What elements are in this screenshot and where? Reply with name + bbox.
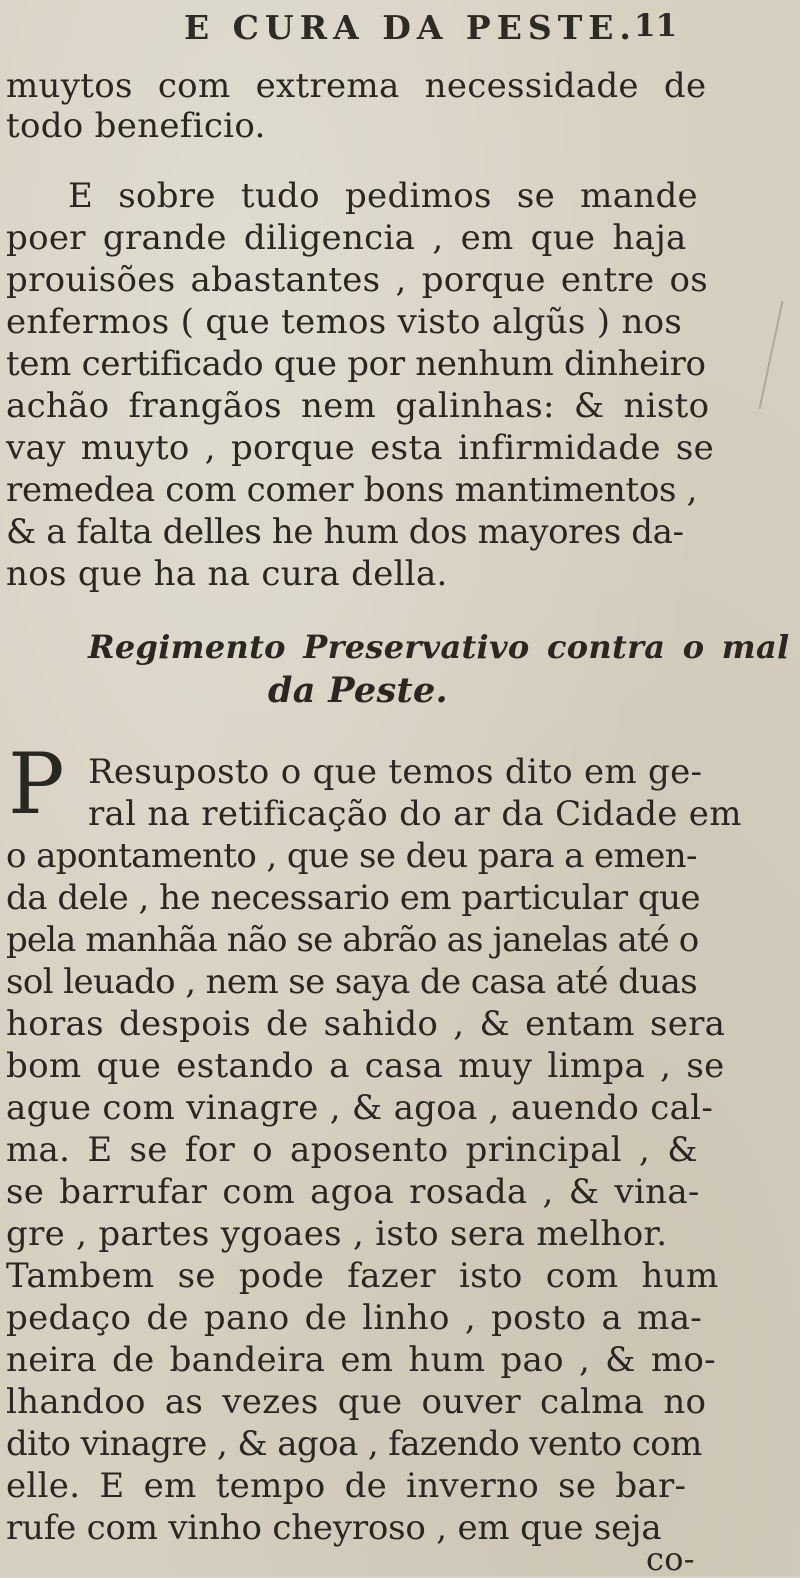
section-heading: Regimento Preservativo contra o mal — [88, 628, 790, 666]
text-line: o apontamento , que se deu para a emen- — [6, 836, 697, 876]
text-line: bom que estando a casa muy limpa , se — [6, 1046, 725, 1086]
text-line: E sobre tudo pedimos se mande — [68, 176, 698, 216]
text-line: achão frangãos nem galinhas: & nisto — [6, 386, 710, 426]
text-line: muytos com extrema necessidade de — [6, 66, 707, 106]
text-line: enfermos ( que temos visto algũs ) nos — [6, 302, 683, 342]
running-title: E CURA DA PESTE. — [184, 8, 637, 47]
text-line: da dele , he necessario em particular que — [6, 878, 701, 918]
text-line: remedea com comer bons mantimentos , — [6, 470, 698, 510]
page-number: 11 — [634, 8, 678, 44]
text-line: prouisões abastantes , porque entre os — [6, 260, 709, 300]
text-line: vay muyto , porque esta infirmidade se — [6, 428, 715, 468]
text-line: pedaço de pano de linho , posto a ma- — [6, 1298, 703, 1338]
text-line: tem certificado que por nenhum dinheiro — [6, 344, 706, 384]
text-line: todo beneficio. — [6, 106, 266, 146]
text-line: & a falta delles he hum dos mayores da- — [6, 512, 684, 552]
text-line: pela manhãa não se abrão as janelas até o — [6, 920, 699, 960]
section-heading-line2: da Peste. — [268, 670, 449, 711]
drop-cap: P — [8, 735, 65, 833]
text-line: Resuposto o que temos dito em ge- — [88, 752, 703, 792]
text-line: poer grande diligencia , em que haja — [6, 218, 687, 258]
running-header — [0, 8, 800, 54]
text-line: neira de bandeira em hum pao , & mo- — [6, 1340, 716, 1380]
text-line: gre , partes ygoaes , isto sera melhor. — [6, 1214, 668, 1254]
text-line: dito vinagre , & agoa , fazendo vento com — [6, 1424, 702, 1464]
text-line: Tambem se pode fazer isto com hum — [6, 1256, 719, 1296]
text-line: nos que ha na cura della. — [6, 554, 448, 594]
text-line: ral na retificação do ar da Cidade em — [88, 794, 742, 834]
catchword: co- — [646, 1540, 695, 1578]
text-line: se barrufar com agoa rosada , & vina- — [6, 1172, 700, 1212]
text-line: elle. E em tempo de inverno se bar- — [6, 1466, 687, 1506]
text-line: ague com vinagre , & agoa , auendo cal- — [6, 1088, 714, 1128]
text-line: lhandoo as vezes que ouver calma no — [6, 1382, 707, 1422]
text-line: sol leuado , nem se saya de casa até duas — [6, 962, 698, 1002]
text-line: rufe com vinho cheyroso , em que seja — [6, 1508, 662, 1548]
text-line: horas despois de sahido , & entam sera — [6, 1004, 726, 1044]
margin-mark — [759, 301, 784, 409]
text-line: ma. E se for o aposento principal , & — [6, 1130, 698, 1170]
